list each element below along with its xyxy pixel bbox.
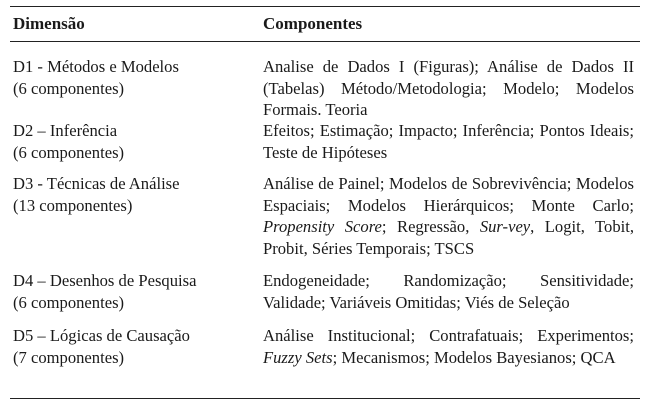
dimension-count: (13 componentes) xyxy=(13,195,133,215)
table-row xyxy=(10,56,640,119)
dimension-name: D3 - Técnicas de Análise xyxy=(13,174,180,193)
dimension-name: D5 – Lógicas de Causação xyxy=(13,326,190,345)
dimension-name: D2 – Inferência xyxy=(13,121,118,140)
components-cell: Análise Institucional; Contrafatuais; Experimentos; Fuzzy Sets; Mecanismos; Modelos Bayesianos; QCA xyxy=(263,326,634,367)
dimension-count: (6 componentes) xyxy=(13,78,125,98)
header-components: Componentes xyxy=(263,14,363,33)
table-row xyxy=(10,173,640,256)
table-row xyxy=(10,325,640,398)
table-row xyxy=(10,270,640,311)
dimension-cell xyxy=(10,270,263,311)
dimension-count: (6 componentes) xyxy=(13,142,125,162)
components-cell: Analise de Dados I (Figuras); Análise de Dados II (Tabelas) Método/Metodologia; Modelo; Modelos Formais. Teoria xyxy=(263,57,634,119)
dimension-cell xyxy=(10,56,263,108)
dimension-cell xyxy=(10,173,263,256)
bottom-rule xyxy=(10,398,640,399)
dimension-name: D4 – Desenhos de Pesquisa xyxy=(13,271,197,290)
dimension-count: (7 componentes) xyxy=(13,347,125,367)
dimension-count: (6 componentes) xyxy=(13,292,125,312)
components-cell: Análise de Painel; Modelos de Sobrevivência; Modelos Espaciais; Modelos Hierárquicos; Monte Carlo; Propensity Score; Regressão, Sur-vey, Logit, Tobit, Probit, Séries Temporais; TSCS xyxy=(263,174,634,258)
dimension-cell xyxy=(10,325,263,398)
header-dimension: Dimensão xyxy=(13,14,85,33)
table-header xyxy=(10,7,640,41)
header-rule xyxy=(10,41,640,42)
dimension-cell xyxy=(10,120,263,161)
dimension-name: D1 - Métodos e Modelos xyxy=(13,57,179,76)
components-cell: Endogeneidade; Randomização; Sensitividade; Validade; Variáveis Omitidas; Viés de Seleção xyxy=(263,271,634,312)
table-row xyxy=(10,120,640,161)
dimensions-table xyxy=(10,6,640,399)
components-cell: Efeitos; Estimação; Impacto; Inferência; Pontos Ideais; Teste de Hipóteses xyxy=(263,121,634,162)
